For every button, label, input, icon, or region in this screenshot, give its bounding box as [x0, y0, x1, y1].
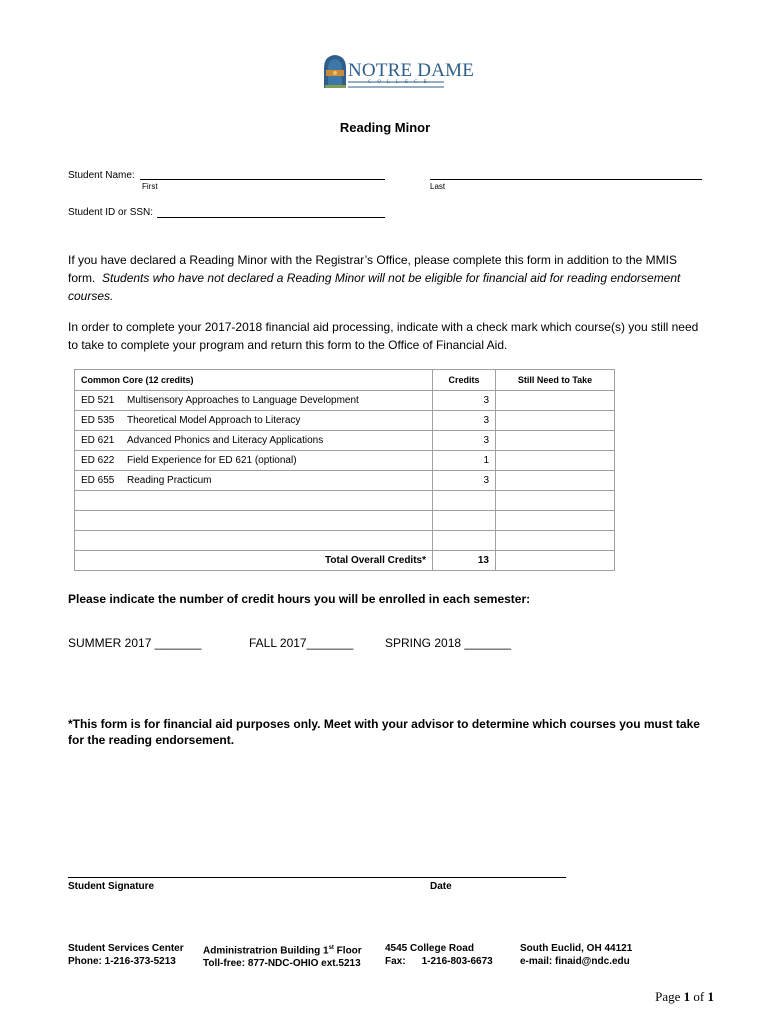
- spring-2018-field[interactable]: SPRING 2018 _______: [385, 636, 512, 650]
- table-row: [75, 411, 615, 431]
- course-name: Reading Practicum: [127, 475, 212, 486]
- page-number: Page 1 of 1: [655, 989, 714, 1004]
- course-name: Theoretical Model Approach to Literacy: [127, 415, 301, 426]
- logo-subtitle: COLLEGE: [368, 80, 433, 85]
- table-row-empty: [75, 511, 615, 531]
- course-code: ED 622: [81, 455, 115, 466]
- last-name-caption: Last: [430, 182, 446, 191]
- total-credits-label: Total Overall Credits*: [75, 551, 433, 571]
- intro-italic-text: Students who have not declared a Reading Minor will not be eligible for financial aid for reading endorsement courses.: [68, 271, 681, 303]
- course-name: Field Experience for ED 621 (optional): [127, 455, 297, 466]
- student-name-label: Student Name:: [68, 170, 135, 181]
- office-phone: Phone: 1-216-373-5213: [68, 956, 176, 967]
- course-code: ED 655: [81, 475, 115, 486]
- course-code: ED 521: [81, 395, 115, 406]
- still-need-checkbox-cell[interactable]: [496, 431, 615, 451]
- still-need-checkbox-cell[interactable]: [496, 391, 615, 411]
- header-credits: Credits: [433, 370, 496, 391]
- logo-wordmark: NOTRE DAME: [348, 60, 475, 81]
- course-credits: 1: [433, 451, 496, 471]
- first-name-field[interactable]: [140, 179, 385, 180]
- header-still-need: Still Need to Take: [496, 370, 615, 391]
- table-row: [75, 451, 615, 471]
- footer-building: [203, 942, 362, 970]
- course-table: [74, 369, 615, 571]
- course-credits: 3: [433, 391, 496, 411]
- footer-office: [68, 942, 184, 968]
- course-name: Multisensory Approaches to Language Development: [127, 395, 359, 406]
- student-id-label: Student ID or SSN:: [68, 207, 154, 218]
- still-need-checkbox-cell[interactable]: [496, 451, 615, 471]
- intro-paragraph: [68, 251, 708, 305]
- table-row: [75, 391, 615, 411]
- last-name-field[interactable]: [430, 179, 702, 180]
- table-row: [75, 431, 615, 451]
- semester-prompt: Please indicate the number of credit hours you will be enrolled in each semester:: [68, 592, 531, 606]
- intro-text: If you have declared a Reading Minor with the Registrar’s Office, please complete this form in addition to the MMIS form.: [68, 253, 677, 285]
- first-name-caption: First: [142, 182, 158, 191]
- table-row: [75, 471, 615, 491]
- student-id-field[interactable]: [157, 217, 385, 218]
- course-code: ED 621: [81, 435, 115, 446]
- signature-label: Student Signature: [68, 881, 155, 892]
- footer-city-email: [520, 942, 632, 968]
- date-label: Date: [430, 881, 452, 892]
- office-name: Student Services Center: [68, 943, 184, 954]
- instructions-paragraph: In order to complete your 2017-2018 financial aid processing, indicate with a check mark which course(s) you still need to take to complete your program and return this form to the Office of Financial Aid.: [68, 320, 699, 352]
- toll-free-number: Toll-free: 877-NDC-OHIO ext.5213: [203, 958, 361, 970]
- course-name: Advanced Phonics and Literacy Applications: [127, 435, 324, 446]
- table-total-row: [75, 551, 615, 571]
- form-title: Reading Minor: [339, 120, 431, 135]
- summer-2017-field[interactable]: SUMMER 2017 _______: [68, 636, 202, 650]
- course-credits: 3: [433, 431, 496, 451]
- street-address: 4545 College Road: [385, 943, 474, 954]
- city-state-zip: South Euclid, OH 44121: [520, 943, 633, 954]
- signature-line[interactable]: [68, 877, 566, 878]
- course-code: ED 535: [81, 415, 115, 426]
- still-need-checkbox-cell[interactable]: [496, 411, 615, 431]
- table-row-empty: [75, 491, 615, 511]
- fall-2017-field[interactable]: FALL 2017_______: [249, 636, 354, 650]
- total-credits-value: 13: [433, 551, 496, 571]
- header-common-core: Common Core (12 credits): [75, 370, 433, 391]
- still-need-checkbox-cell[interactable]: [496, 471, 615, 491]
- financial-aid-note: *This form is for financial aid purposes only. Meet with your advisor to determine which courses you must take for the reading endorsement.: [68, 717, 700, 747]
- course-credits: 3: [433, 411, 496, 431]
- table-row-empty: [75, 531, 615, 551]
- email-address: e-mail: finaid@ndc.edu: [520, 956, 630, 967]
- footer-address: [385, 942, 493, 968]
- building-name: Administratrion Building 1st Floor: [203, 945, 362, 957]
- fax-number: Fax: 1-216-803-6673: [385, 956, 493, 967]
- table-header-row: [75, 370, 615, 391]
- course-credits: 3: [433, 471, 496, 491]
